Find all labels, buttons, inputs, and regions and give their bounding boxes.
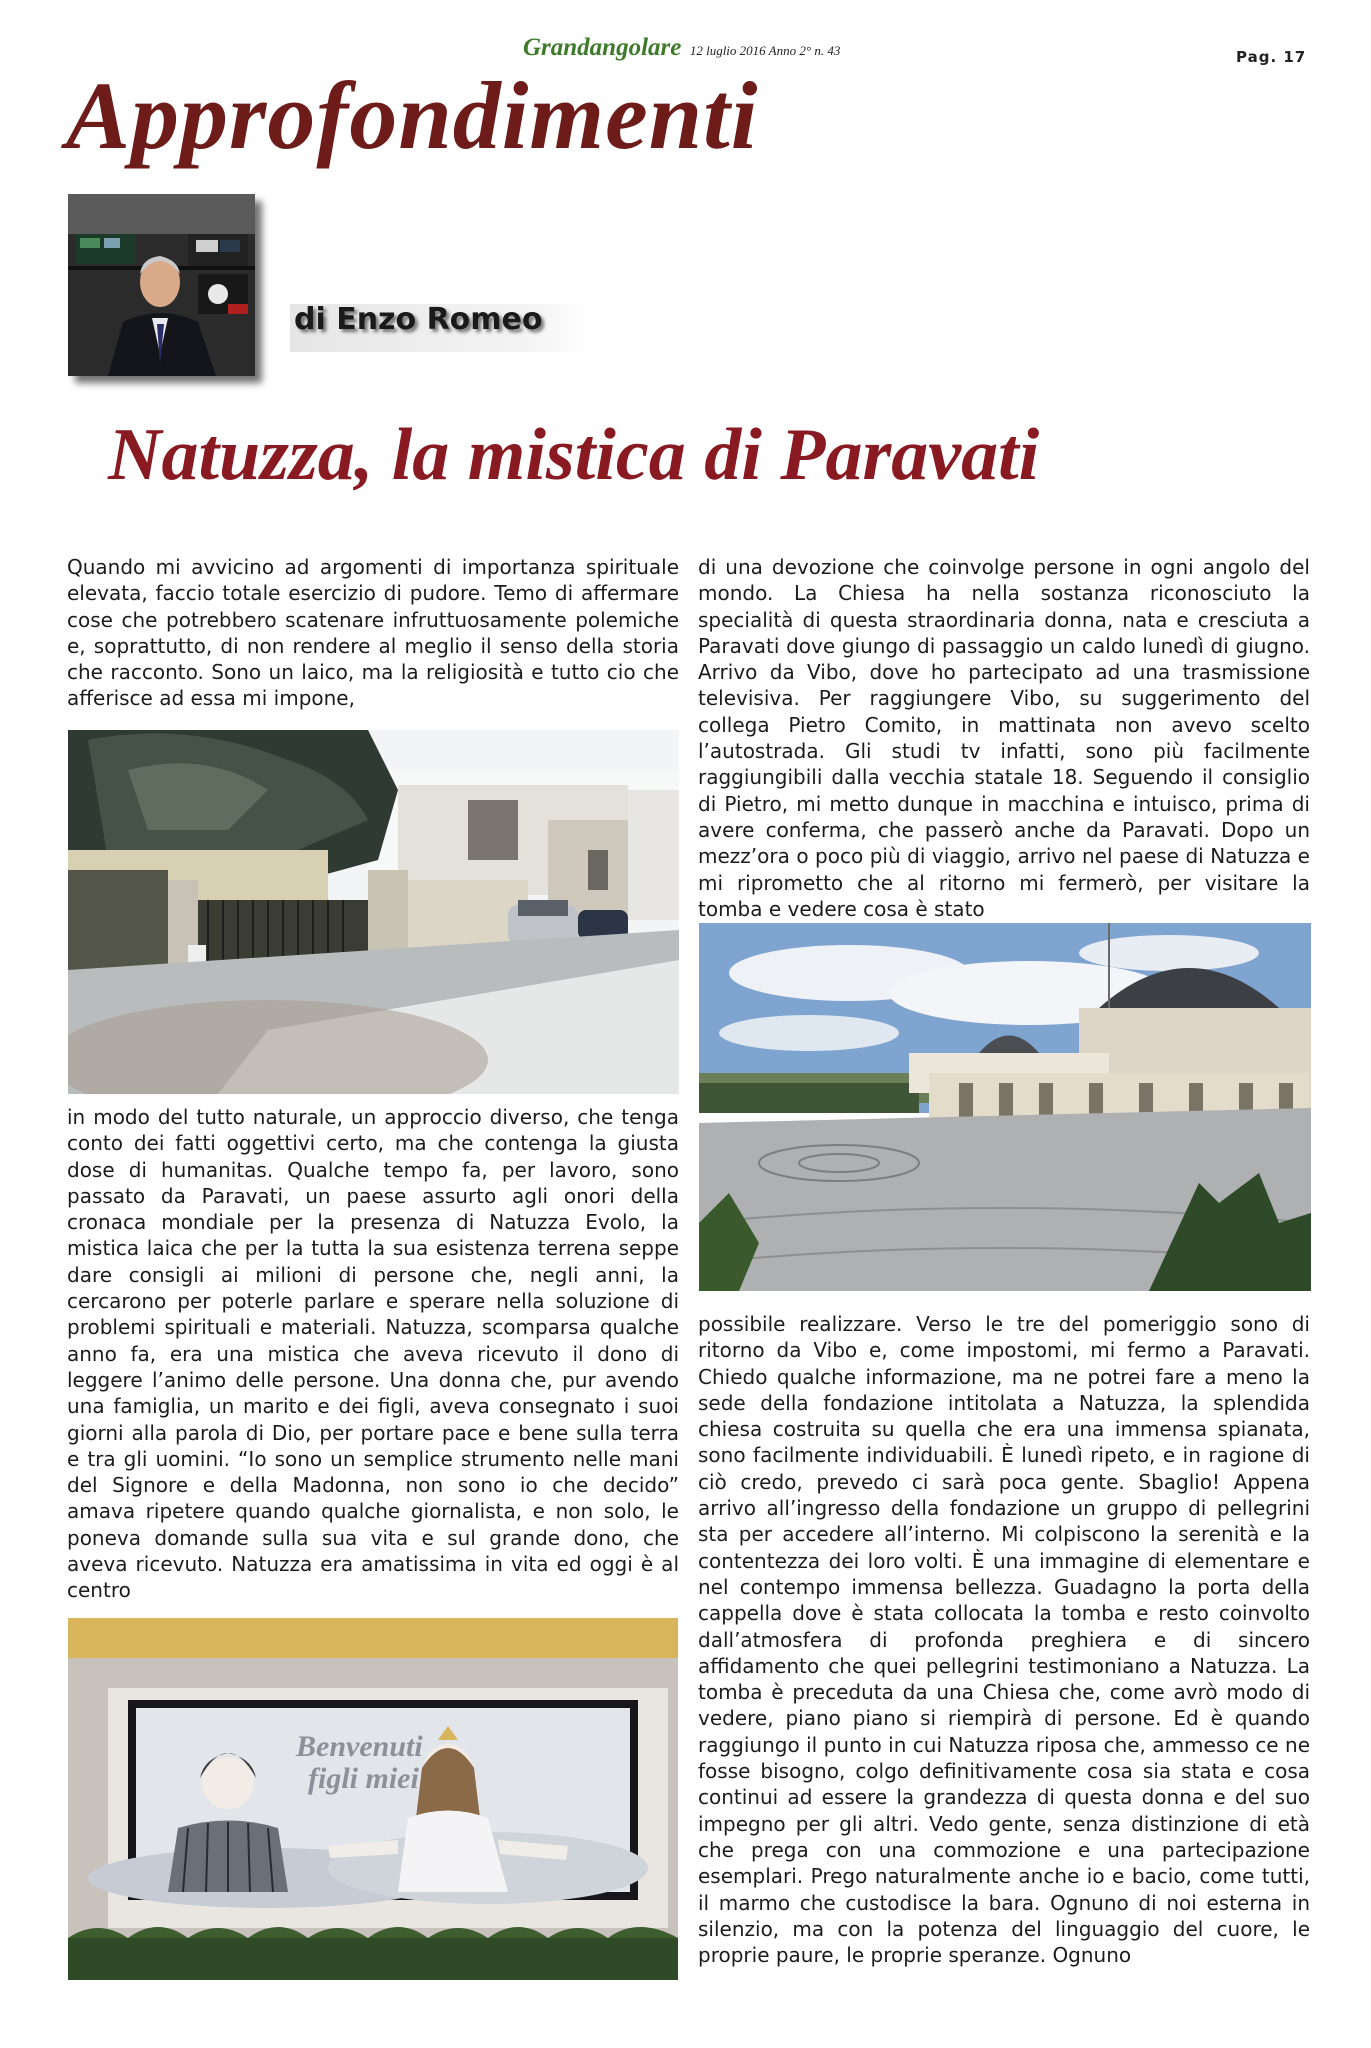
body-paragraph: Quando mi avvicino ad argomenti di importanza spirituale elevata, faccio totale esercizio di pudore. Temo di affermare cose che potrebbero scatenare infruttuosamente polemiche e, soprattutto, di non rendere al meglio il senso della storia che racconto. Sono un laico, ma la religiosità e tutto cio che afferisce ad essa mi impone, xyxy=(67,555,679,711)
street-photo xyxy=(68,730,679,1094)
author-photo xyxy=(68,194,255,376)
welcome-sign-photo xyxy=(68,1618,678,1980)
issue-date: 12 luglio 2016 Anno 2° n. 43 xyxy=(689,43,841,58)
church-photo xyxy=(699,923,1311,1291)
body-paragraph: di una devozione che coinvolge persone in ogni angolo del mondo. La Chiesa ha nella sostanza riconosciuto la specialità di questa straordinaria donna, nata e cresciuta a Paravati dove giungo di passaggio un caldo lunedì di giugno. Arrivo da Vibo, dove ho partecipato ad una trasmissione televisiva. Per raggiungere Vibo, su suggerimento del collega Pietro Comito, in mattinata non avevo scelto l’autostrada. Gli studi tv infatti, sono più facilmente raggiungibili dalla vecchia statale 18. Seguendo il consiglio di Pietro, mi metto dunque in macchina e intuisco, prima di avere conferma, che passerò anche da Paravati. Dopo un mezz’ora o poco più di viaggio, arrivo nel paese di Natuzza e mi riprometto che al ritorno mi fermerò, per visitare la tomba e vedere cosa è stato xyxy=(698,555,1310,921)
body-paragraph: in modo del tutto naturale, un approccio diverso, che tenga conto dei fatti oggettivi certo, ma che contenga la giusta dose di humanitas. Qualche tempo fa, per lavoro, sono passato da Paravati, un paese assurto agli onori della cronaca mondiale per la presenza di Natuzza Evolo, la mistica laica che per la tutta la sua esistenza terrena seppe dare consigli ai milioni di persone che, negli anni, la cercarono per poterle parlare e sperare nella soluzione di problemi spirituali e materiali. Natuzza, scomparsa qualche anno fa, era una mistica che aveva ricevuto il dono di leggere l’animo delle persone. Una donna che, pur avendo una famiglia, un marito e dei figli, aveva consegnato i suoi giorni alla parola di Dio, per portare pace e bene sulla terra e tra gli uomini. “Io sono un semplice strumento nelle mani del Signore e della Madonna, non sono io che decido” amava ripetere quando qualche giornalista, e non solo, le poneva domande sulla sua vita e sul grande dono, che aveva ricevuto. Natuzza era amatissima in vita ed oggi è al centro xyxy=(67,1105,679,1603)
article-title: Natuzza, la mistica di Paravati xyxy=(108,414,1040,496)
page-number: Pag. 17 xyxy=(1236,48,1307,66)
masthead xyxy=(523,34,840,62)
sign-text-line2: figli miei xyxy=(308,1762,419,1795)
body-paragraph: possibile realizzare. Verso le tre del pomeriggio sono di ritorno da Vibo e, come impostomi, mi fermo a Paravati. Chiedo qualche informazione, ma ne potrei fare a meno la sede della fondazione intitolata a Natuzza, la splendida chiesa costruita su quella che era una immensa spianata, sono facilmente individuabili. È lunedì ripeto, e in ragione di ciò credo, prevedo ci sarà poca gente. Sbaglio! Appena arrivo all’ingresso della fondazione un gruppo di pellegrini sta per accedere all’interno. Mi colpiscono la serenità e la contentezza dei loro volti. È una immagine di elementare e nel contempo immensa bellezza. Guadagno la porta della cappella dove è stata collocata la tomba e resto coinvolto dall’atmosfera di profonda preghiera e di sincero affidamento che quei pellegrini testimoniano a Natuzza. La tomba è preceduta da una Chiesa che, come avrò modo di vedere, piano piano si riempirà di persone. Ed è quando raggiungo il punto in cui Natuzza riposa che, ammesso ce ne fosse bisogno, colgo definitivamente cosa sia stata e cosa continui ad essere la grandezza di questa donna e del suo impegno per gli altri. Vedo gente, senza distinzione di età che prega con una commozione e una partecipazione esemplari. Prego naturalmente anche io e bacio, come tutti, il marmo che custodisce la bara. Ognuno di noi esterna in silenzio, ma con la potenza del linguaggio del cuore, le proprie paure, le proprie speranze. Ognuno xyxy=(698,1312,1310,1968)
section-title: Approfondimenti xyxy=(66,62,759,169)
byline: di Enzo Romeo xyxy=(294,302,543,337)
sign-text-line1: Benvenuti xyxy=(296,1730,423,1763)
publication-name: Grandangolare xyxy=(523,34,682,61)
